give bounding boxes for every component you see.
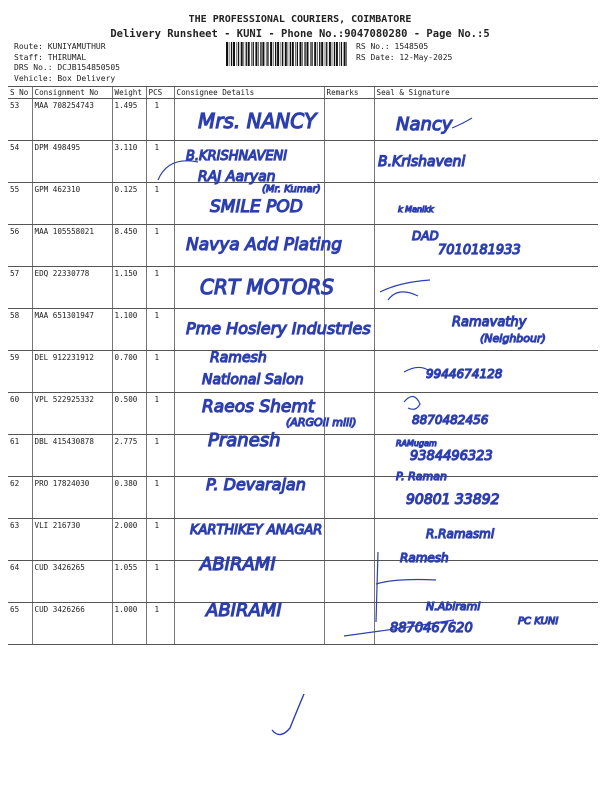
hw-consignee-56: Navya Add Plating [186,235,343,255]
hw-signature-61a: RAMugam [396,439,437,448]
hw-signature-58a: Ramavathy [452,315,527,330]
barcode-bar [304,42,305,66]
hw-signature-65a: N.Abirami [426,600,481,613]
cell-consignment: DPM 498495 [32,141,112,183]
cell-weight: 2.775 [112,435,146,477]
barcode-bar [277,42,279,66]
route-field: Route: KUNIYAMUTHUR [14,42,106,51]
hw-signature-59: 9944674128 [426,367,503,381]
barcode-bar [341,42,342,66]
cell-weight: 2.000 [112,519,146,561]
hw-consignee-59a: Ramesh [210,350,267,366]
col-pcs: PCS [146,87,174,99]
cell-remarks [324,351,374,393]
barcode-bar [267,42,268,66]
barcode-bar [270,42,272,66]
barcode-bar [241,42,243,66]
cell-signature [374,141,598,183]
barcode-bar [325,42,326,66]
barcode-bar [273,42,274,66]
cell-sno: 56 [8,225,32,267]
cell-signature [374,225,598,267]
cell-remarks [324,519,374,561]
hw-signature-65c: PC KUNI [518,616,559,627]
drs-field: DRS No.: DCJB154850505 [14,63,120,72]
cell-weight: 1.055 [112,561,146,603]
cell-pcs: 1 [146,183,174,225]
cell-consignment: GPM 462310 [32,183,112,225]
cell-pcs: 1 [146,225,174,267]
cell-remarks [324,225,374,267]
hw-signature-54: B.Krishaveni [378,154,466,170]
hw-signature-65b: 8870467620 [390,621,473,636]
cell-sno: 64 [8,561,32,603]
hw-consignee-54a: B.KRISHNAVENI [186,149,288,164]
cell-sno: 55 [8,183,32,225]
table-row [8,561,598,603]
cell-sno: 58 [8,309,32,351]
cell-consignee [174,267,324,309]
cell-remarks [324,99,374,141]
cell-signature [374,603,598,645]
table-header-row [8,87,598,99]
barcode-bar [233,42,235,66]
cell-consignment: VPL 522925332 [32,393,112,435]
cell-consignment: MAA 105558021 [32,225,112,267]
barcode-bar [226,42,228,66]
cell-weight: 1.150 [112,267,146,309]
barcode-bar [332,42,333,66]
cell-pcs: 1 [146,267,174,309]
barcode-bar [255,42,257,66]
cell-sno: 63 [8,519,32,561]
cell-consignee [174,351,324,393]
cell-weight: 1.495 [112,99,146,141]
hw-signature-60: 8870482456 [412,413,489,427]
hw-signature-53: Nancy [396,114,453,135]
cell-consignee [174,99,324,141]
col-consignment: Consignment No [32,87,112,99]
cell-weight: 8.450 [112,225,146,267]
cell-sno: 59 [8,351,32,393]
hw-consignee-59b: National Salon [202,372,304,388]
hw-signature-56b: 7010181933 [438,243,521,258]
hw-consignee-64: ABIRAMI [200,554,276,575]
cell-signature [374,561,598,603]
table-row [8,225,598,267]
barcode-bar [307,42,309,66]
barcode-bar [319,42,320,66]
cell-sno: 57 [8,267,32,309]
cell-remarks [324,267,374,309]
cell-consignee [174,561,324,603]
meta-right [356,42,452,63]
barcode-bar [285,42,287,66]
table-row [8,267,598,309]
table-row [8,435,598,477]
cell-consignee [174,603,324,645]
cell-consignment: CUD 3426266 [32,603,112,645]
cell-sno: 65 [8,603,32,645]
cell-remarks [324,393,374,435]
table-row [8,519,598,561]
table-row [8,351,598,393]
cell-sno: 53 [8,99,32,141]
hw-signature-58b: (Neighbour) [480,332,546,345]
cell-consignee [174,183,324,225]
barcode [226,42,350,66]
barcode-bar [229,42,230,66]
cell-pcs: 1 [146,99,174,141]
barcode-bar [231,42,232,66]
barcode-bar [297,42,298,66]
cell-pcs: 1 [146,435,174,477]
hw-consignee-62: P. Devarajan [206,475,306,494]
staff-field: Staff: THIRUMAL [14,52,87,62]
col-remarks: Remarks [324,87,374,99]
barcode-bar [344,42,346,66]
check-mark [272,694,304,735]
cell-remarks [324,183,374,225]
cell-signature [374,183,598,225]
barcode-bar [253,42,254,66]
vehicle-field: Vehicle: Box Delivery [14,73,116,83]
cell-remarks [324,309,374,351]
table-row [8,393,598,435]
runsheet-table [8,86,598,645]
col-consignee: Consignee Details [174,87,324,99]
cell-remarks [324,561,374,603]
barcode-bar [290,42,291,66]
cell-consignee [174,477,324,519]
barcode-bar [314,42,316,66]
cell-weight: 1.100 [112,309,146,351]
barcode-bar [275,42,276,66]
barcode-bar [339,42,340,66]
cell-consignee [174,519,324,561]
cell-signature [374,519,598,561]
barcode-bar [336,42,338,66]
table-row [8,603,598,645]
hw-consignee-65: ABIRAMI [206,600,282,621]
cell-signature [374,393,598,435]
barcode-bar [321,42,323,66]
barcode-bar [281,42,282,66]
cell-weight: 0.700 [112,351,146,393]
cell-pcs: 1 [146,351,174,393]
barcode-bar [326,42,327,66]
col-weight: Weight [112,87,146,99]
col-signature: Seal & Signature [374,87,598,99]
hw-consignee-60b: (ARGOil mill) [286,416,357,429]
rs-date: RS Date: 12-May-2025 [356,52,453,62]
cell-pcs: 1 [146,519,174,561]
barcode-bar [251,42,252,66]
barcode-bar [346,42,347,66]
barcode-bar [302,42,303,66]
cell-sno: 61 [8,435,32,477]
cell-consignment: MAA 708254743 [32,99,112,141]
hw-consignee-54c: (Mr. Kumar) [262,184,321,195]
cell-pcs: 1 [146,477,174,519]
cell-weight: 0.125 [112,183,146,225]
cell-sno: 54 [8,141,32,183]
cell-consignment: MAA 651301947 [32,309,112,351]
barcode-bar [295,42,296,66]
cell-signature [374,477,598,519]
cell-consignment: DBL 415430878 [32,435,112,477]
table-row [8,99,598,141]
cell-consignment: DEL 912231912 [32,351,112,393]
hw-consignee-61: Pranesh [208,430,281,451]
barcode-bar [266,42,267,66]
cell-pcs: 1 [146,393,174,435]
cell-remarks [324,435,374,477]
barcode-bar [334,42,335,66]
barcode-bar [237,42,238,66]
barcode-bar [288,42,289,66]
cell-consignee [174,393,324,435]
table-row [8,141,598,183]
table-row [8,309,598,351]
meta-left [14,42,120,84]
hw-consignee-57: CRT MOTORS [200,275,334,299]
barcode-bar [317,42,318,66]
hw-consignee-63: KARTHIKEY ANAGAR [190,523,323,538]
cell-weight: 0.500 [112,393,146,435]
hw-consignee-54b: RAJ Aaryan [198,169,276,185]
barcode-bar [292,42,294,66]
cell-consignee [174,435,324,477]
cell-signature [374,351,598,393]
hw-signature-56a: DAD [412,229,439,243]
cell-pcs: 1 [146,603,174,645]
barcode-bar [248,42,250,66]
hw-consignee-60a: Raeos Shemt [202,397,315,417]
cell-consignee [174,309,324,351]
hw-signature-63: R.Ramasmi [426,527,495,541]
table-row [8,477,598,519]
table-row [8,183,598,225]
runsheet-subtitle: Delivery Runsheet - KUNI - Phone No.:9047080280 - Page No.:5 [110,28,490,40]
barcode-bar [329,42,331,66]
barcode-bar [258,42,259,66]
barcode-bar [246,42,247,66]
hw-signature-62b: 90801 33892 [406,492,500,508]
cell-sno: 62 [8,477,32,519]
hw-consignee-58: Pme Hosiery Industries [186,319,371,338]
cell-consignment: VLI 216730 [32,519,112,561]
barcode-bar [282,42,283,66]
barcode-bar [238,42,239,66]
hw-signature-64: Ramesh [400,551,449,565]
cell-consignment: CUD 3426265 [32,561,112,603]
cell-weight: 3.110 [112,141,146,183]
cell-remarks [324,477,374,519]
cell-remarks [324,603,374,645]
cell-consignment: PRO 17824030 [32,477,112,519]
company-title: THE PROFESSIONAL COURIERS, COIMBATORE [188,14,412,25]
cell-signature [374,309,598,351]
cell-pcs: 1 [146,309,174,351]
barcode-bar [310,42,311,66]
hw-consignee-55: SMILE POD [210,197,303,217]
cell-consignment: EDQ 22330778 [32,267,112,309]
cell-pcs: 1 [146,141,174,183]
barcode-bar [300,42,302,66]
barcode-bar [311,42,312,66]
hw-signature-55: k Manikk [398,205,434,214]
cell-sno: 60 [8,393,32,435]
barcode-bar [260,42,261,66]
cell-signature [374,99,598,141]
cell-weight: 0.380 [112,477,146,519]
cell-consignee [174,141,324,183]
cell-weight: 1.000 [112,603,146,645]
cell-remarks [324,141,374,183]
cell-signature [374,267,598,309]
col-sno: S No [8,87,32,99]
cell-consignee [174,225,324,267]
cell-signature [374,435,598,477]
barcode-bar [262,42,264,66]
barcode-bar [244,42,245,66]
rs-number: RS No.: 1548505 [356,42,429,51]
hw-consignee-53: Mrs. NANCY [198,109,317,133]
cell-pcs: 1 [146,561,174,603]
hw-signature-61b: 9384496323 [410,449,493,464]
hw-signature-62a: P. Raman [396,470,447,483]
